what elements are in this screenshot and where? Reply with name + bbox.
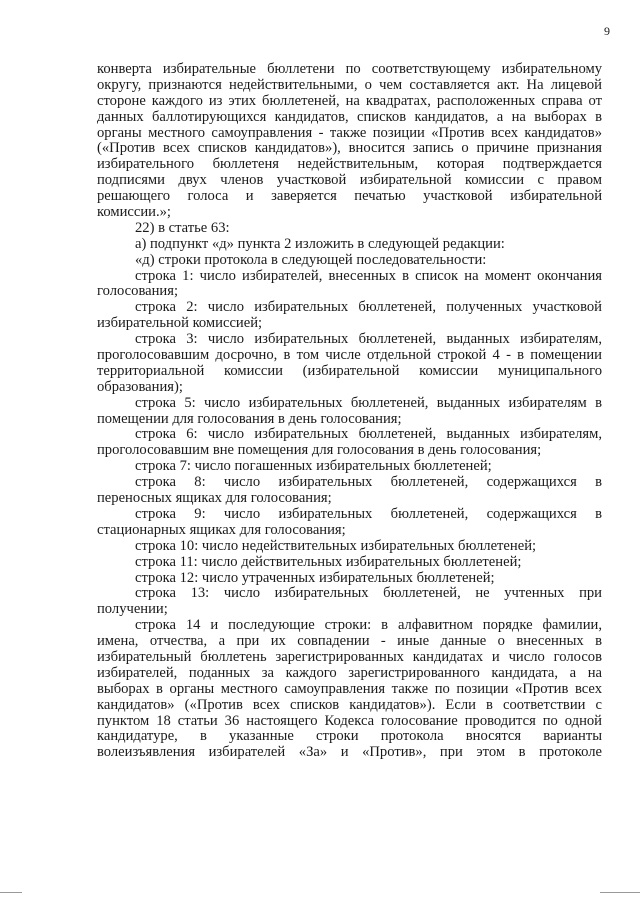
text-line: строка 5: число избирательных бюллетеней, выданных избирателям в [135, 395, 602, 411]
text-line: данных баллотирующихся кандидатов, списков кандидатов, а на выборах в [97, 109, 602, 125]
scan-edge-marks [0, 892, 640, 900]
text-line: строка 12: число утраченных избирательных бюллетеней; [135, 569, 495, 586]
text-line: подписями двух членов участковой избирательной комиссии с правом [97, 173, 602, 189]
text-line: стороне каждого из этих бюллетеней, на квадратах, расположенных справа от [97, 93, 602, 109]
text-line: округу, признаются недействительными, о чем составляется акт. На лицевой [97, 77, 602, 93]
text-line: строка 1: число избирателей, внесенных в список на момент окончания [135, 268, 602, 284]
text-line: строка 2: число избирательных бюллетеней, полученных участковой [135, 300, 602, 316]
text-line: имена, отчества, а при их совпадении - иные данные о внесенных в [97, 634, 602, 650]
text-line: кандидатов» («Против всех списков кандидатов»). Если в соответствии с [97, 697, 602, 713]
text-line: строка 14 и последующие строки: в алфавитном порядке фамилии, [135, 618, 602, 634]
text-line: образования); [97, 378, 183, 395]
text-line: строка 3: число избирательных бюллетеней, выданных избирателям, [135, 332, 602, 348]
text-line: 22) в статье 63: [135, 219, 230, 236]
text-line: а) подпункт «д» пункта 2 изложить в следующей редакции: [135, 235, 505, 252]
text-line: помещении для голосования в день голосования; [97, 410, 402, 427]
text-line: решающего голоса и заверяется печатью участковой избирательной [97, 189, 602, 205]
text-line: строка 9: число избирательных бюллетеней, содержащихся в [135, 506, 602, 522]
text-line: стационарных ящиках для голосования; [97, 521, 346, 538]
text-line: избирательной комиссией; [97, 315, 263, 332]
text-line: строка 11: число действительных избирательных бюллетеней; [135, 553, 522, 570]
text-line: строка 8: число избирательных бюллетеней, содержащихся в [135, 475, 602, 491]
text-line: избирательный бюллетень зарегистрированных кандидатах и число голосов [97, 649, 602, 665]
text-line: избирателей, поданных за каждого зарегистрированного кандидата, а на [97, 665, 602, 681]
text-line: получении; [97, 601, 168, 618]
text-line: строка 6: число избирательных бюллетеней, выданных избирателям, [135, 427, 602, 443]
text-line: строка 13: число избирательных бюллетеней, не учтенных при [135, 586, 602, 602]
text-line: строка 10: число недействительных избирательных бюллетеней; [135, 537, 537, 554]
text-line: пунктом 18 статьи 36 настоящего Кодекса голосование проводится по одной [97, 713, 602, 729]
text-line: переносных ящиках для голосования; [97, 490, 332, 507]
text-line: строка 7: число погашенных избирательных бюллетеней; [135, 458, 492, 475]
text-line: конверта избирательные бюллетени по соответствующему избирательному [97, 62, 602, 77]
text-line: территориальной комиссии (избирательной комиссии муниципального [97, 363, 602, 379]
text-line: органы местного самоуправления - также позиции «Против всех кандидатов» [97, 125, 602, 141]
text-line: кандидатуре, в указанные строки протокола вносятся варианты [97, 729, 602, 745]
text-line: проголосовавшим вне помещения для голосования в день голосования; [97, 442, 542, 459]
text-line: выборах в органы местного самоуправления также по позиции «Против всех [97, 681, 602, 697]
text-line: («Против всех списков кандидатов»), вносится запись о причине признания [97, 141, 602, 157]
page-number: 9 [604, 24, 610, 38]
document-body [97, 62, 602, 761]
text-line: избирательного бюллетеня недействительным, которая подтверждается [97, 157, 602, 173]
text-line: проголосовавшим досрочно, в том числе отдельной строкой 4 - в помещении [97, 348, 602, 364]
text-line: комиссии.»; [97, 204, 171, 221]
text-line: «д) строки протокола в следующей последовательности: [135, 251, 487, 268]
text-line: голосования; [97, 283, 179, 300]
text-line: волеизъявления избирателей «За» и «Против», при этом в протоколе [97, 745, 602, 761]
